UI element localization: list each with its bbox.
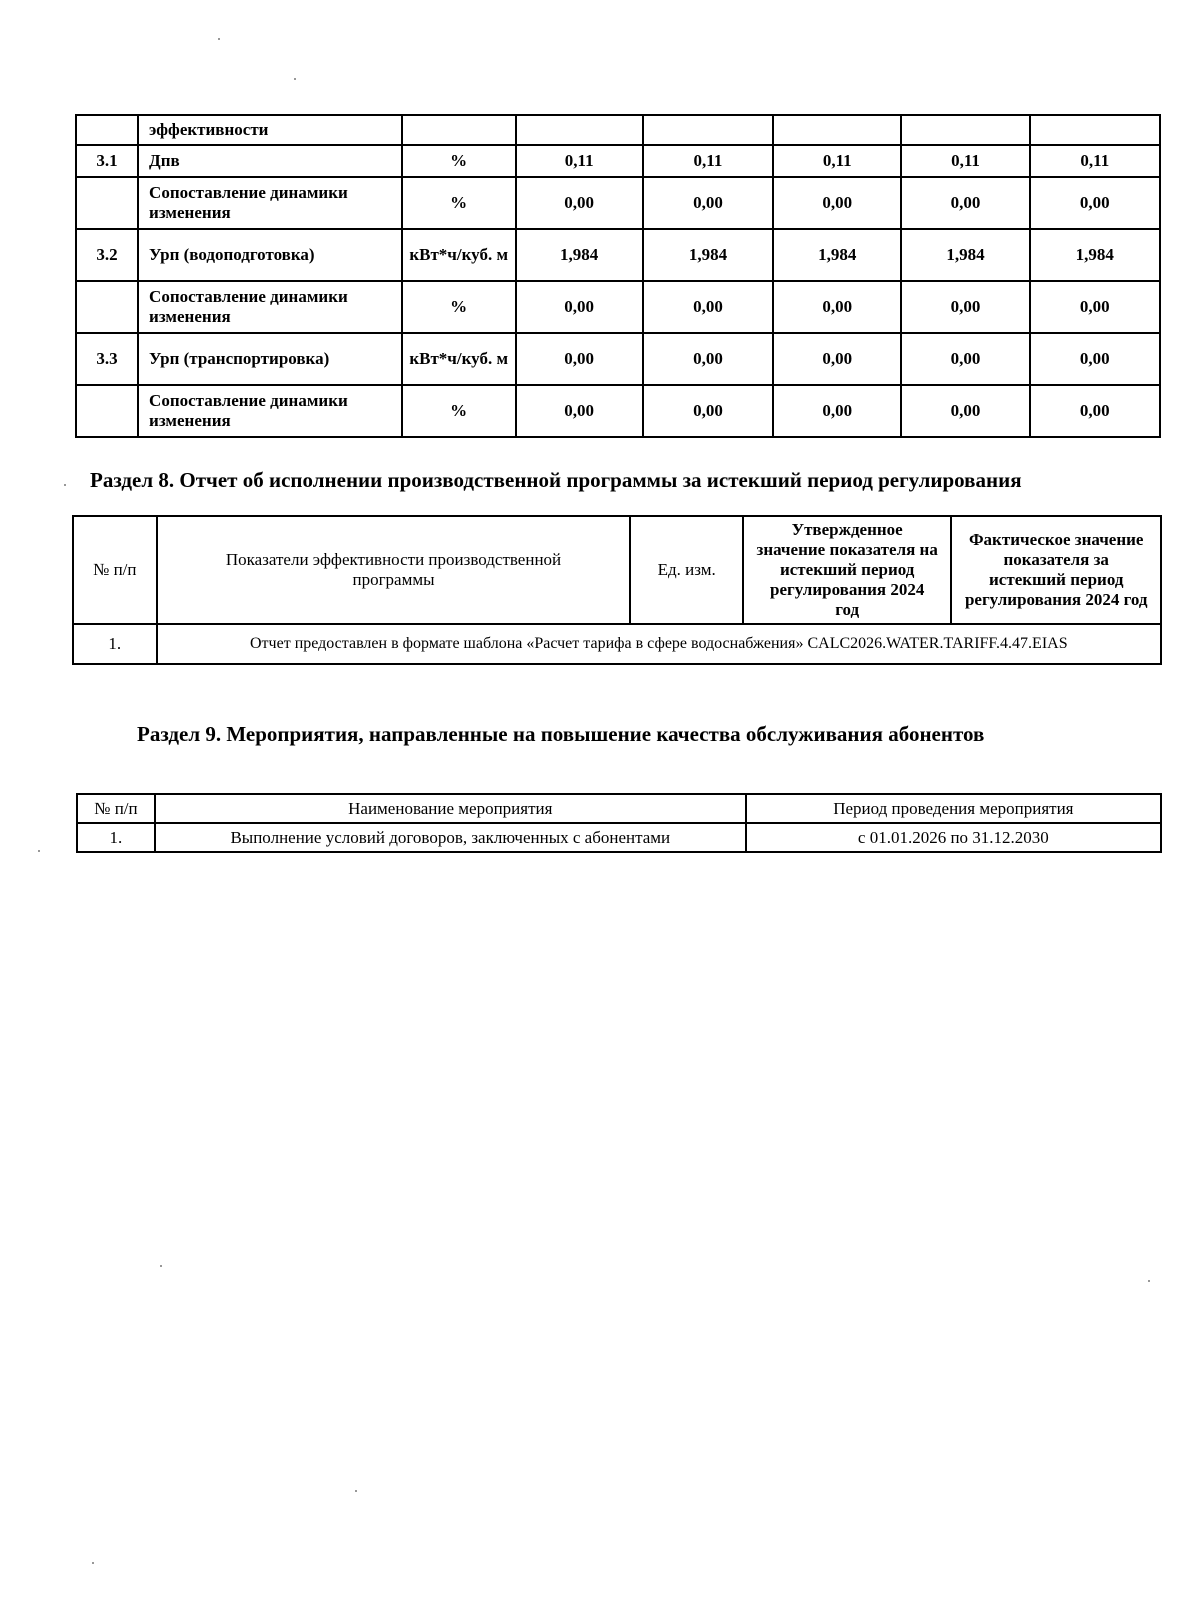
scan-speck	[1148, 1280, 1150, 1282]
value-cell: 0,11	[773, 145, 901, 177]
indicator-name: Урп (транспортировка)	[138, 333, 402, 385]
indicator-name: Урп (водоподготовка)	[138, 229, 402, 281]
header-activity-name: Наименование мероприятия	[155, 794, 746, 823]
section-8-header-row	[73, 516, 1161, 624]
value-cell	[901, 115, 1029, 145]
value-cell: 0,11	[901, 145, 1029, 177]
value-cell: 1,984	[516, 229, 643, 281]
unit: %	[402, 145, 516, 177]
scan-speck	[92, 1562, 94, 1564]
value-cell: 0,00	[516, 177, 643, 229]
header-actual-value: Фактическое значение показателя за истекший период регулирования 2024 год	[951, 516, 1161, 624]
unit: %	[402, 177, 516, 229]
row-number: 3.2	[76, 229, 138, 281]
section-8-table	[72, 515, 1162, 665]
table-row	[76, 177, 1160, 229]
value-cell	[773, 115, 901, 145]
value-cell: 0,00	[643, 385, 773, 437]
scan-speck	[218, 38, 220, 40]
value-cell: 0,00	[773, 385, 901, 437]
row-number	[76, 281, 138, 333]
value-cell: 0,00	[1030, 333, 1160, 385]
table-row	[76, 385, 1160, 437]
value-cell: 1,984	[901, 229, 1029, 281]
header-approved-value: Утвержденное значение показателя на истекший период регулирования 2024 год	[743, 516, 952, 624]
value-cell: 0,00	[773, 281, 901, 333]
activity-period: с 01.01.2026 по 31.12.2030	[746, 823, 1161, 852]
value-cell: 0,00	[643, 281, 773, 333]
indicator-name: Сопоставление динамики изменения	[138, 385, 402, 437]
value-cell	[1030, 115, 1160, 145]
header-num: № п/п	[77, 794, 155, 823]
value-cell: 1,984	[773, 229, 901, 281]
header-period: Период проведения мероприятия	[746, 794, 1161, 823]
header-num: № п/п	[73, 516, 157, 624]
row-number: 3.1	[76, 145, 138, 177]
indicator-name: Дпв	[138, 145, 402, 177]
value-cell	[643, 115, 773, 145]
value-cell: 1,984	[643, 229, 773, 281]
table-row	[76, 281, 1160, 333]
scan-speck	[64, 484, 66, 486]
header-indicator: Показатели эффективности производственной программы	[157, 516, 631, 624]
row-number	[76, 385, 138, 437]
scan-speck	[160, 1265, 162, 1267]
row-num: 1.	[73, 624, 157, 664]
value-cell: 0,11	[1030, 145, 1160, 177]
value-cell: 0,00	[516, 385, 643, 437]
efficiency-indicators-table	[75, 114, 1161, 438]
value-cell: 0,11	[516, 145, 643, 177]
section-9-table	[76, 793, 1162, 853]
row-num: 1.	[77, 823, 155, 852]
unit: %	[402, 281, 516, 333]
value-cell: 0,11	[643, 145, 773, 177]
value-cell: 0,00	[773, 177, 901, 229]
value-cell: 0,00	[516, 281, 643, 333]
table-row	[76, 145, 1160, 177]
value-cell: 0,00	[643, 177, 773, 229]
value-cell: 0,00	[516, 333, 643, 385]
value-cell: 0,00	[901, 333, 1029, 385]
value-cell: 0,00	[901, 385, 1029, 437]
scan-speck	[38, 850, 40, 852]
table-row	[76, 229, 1160, 281]
section-9-title: Раздел 9. Мероприятия, направленные на повышение качества обслуживания абонентов	[137, 722, 985, 746]
row-number	[76, 177, 138, 229]
value-cell: 0,00	[1030, 177, 1160, 229]
row-number: 3.3	[76, 333, 138, 385]
value-cell: 0,00	[1030, 281, 1160, 333]
value-cell: 0,00	[901, 177, 1029, 229]
value-cell: 1,984	[1030, 229, 1160, 281]
section-9-header-row	[77, 794, 1161, 823]
table-row	[76, 333, 1160, 385]
indicator-name: Сопоставление динамики изменения	[138, 177, 402, 229]
indicator-name: эффективности	[138, 115, 402, 145]
section-9-row	[77, 823, 1161, 852]
scan-speck	[355, 1490, 357, 1492]
report-note: Отчет предоставлен в формате шаблона «Расчет тарифа в сфере водоснабжения» CALC2026.WATER.TARIFF.4.47.EIAS	[157, 624, 1161, 664]
scan-speck	[294, 78, 296, 80]
value-cell: 0,00	[773, 333, 901, 385]
row-number	[76, 115, 138, 145]
section-8-title: Раздел 8. Отчет об исполнении производственной программы за истекший период регулирования	[90, 468, 1022, 492]
value-cell: 0,00	[1030, 385, 1160, 437]
unit: кВт*ч/куб. м	[402, 229, 516, 281]
value-cell: 0,00	[901, 281, 1029, 333]
section-8-row	[73, 624, 1161, 664]
activity-name: Выполнение условий договоров, заключенных с абонентами	[155, 823, 746, 852]
value-cell	[516, 115, 643, 145]
unit	[402, 115, 516, 145]
value-cell: 0,00	[643, 333, 773, 385]
indicator-name: Сопоставление динамики изменения	[138, 281, 402, 333]
unit: %	[402, 385, 516, 437]
unit: кВт*ч/куб. м	[402, 333, 516, 385]
header-unit: Ед. изм.	[630, 516, 743, 624]
table-row	[76, 115, 1160, 145]
